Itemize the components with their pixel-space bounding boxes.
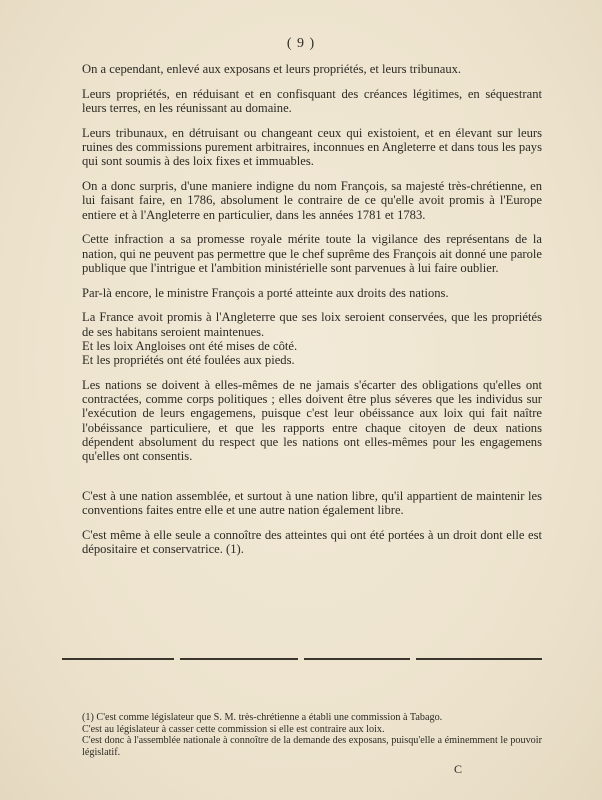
paragraph-2: Leurs propriétés, en réduisant et en confisquant des créances légitimes, en séquestrant leurs terres, en les réunissant au domaine.	[82, 86, 542, 115]
footnote-2: C'est au législateur à casser cette commission si elle est contraire aux loix.	[82, 723, 385, 735]
paragraph-4: On a donc surpris, d'une maniere indigne du nom François, sa majesté très-chrétienne, en lui faisant faire, en 1786, absolument le contraire de ce qu'elle avoit promis à l'Europe entiere et à l'Angleterre en particulier, dans les années 1781 et 1783.	[82, 178, 542, 222]
paragraph-12: C'est même à elle seule a connoître des atteintes qui ont été portées à un droit dont elle est dépositaire et conservatrice. (1).	[82, 527, 542, 556]
paragraph-9: Et les propriétés ont été foulées aux pieds.	[82, 353, 295, 368]
separator-rule-segment	[304, 658, 410, 660]
paragraph-8: Et les loix Angloises ont été mises de côté.	[82, 338, 298, 353]
separator-rule-segment	[416, 658, 542, 660]
page-number: ( 9 )	[286, 36, 316, 51]
footnote-separator	[62, 658, 542, 661]
paragraph-11: C'est à une nation assemblée, et surtout à une nation libre, qu'il appartient de maintenir les conventions faites entre elle et une autre nation également libre.	[82, 488, 542, 517]
separator-rule-segment	[62, 658, 174, 660]
separator-rule-segment	[180, 658, 298, 660]
paragraph-5: Cette infraction a sa promesse royale mérite toute la vigilance des représentans de la nation, qui ne peuvent pas permettre que le chef suprême des François ait donné une parole publique que l'intrigue et l'ambition ministérielle sont parvenues à lui faire oublier.	[82, 232, 542, 275]
paragraph-1: On a cependant, enlevé aux exposans et leurs propriétés, et leurs tribunaux.	[82, 62, 462, 76]
signature-mark: C	[454, 762, 464, 776]
paragraph-7: La France avoit promis à l'Angleterre que ses loix seroient conservées, que les propriétés de ses habitans seroient maintenues.	[82, 310, 542, 339]
main-text	[82, 62, 542, 567]
footnotes	[82, 712, 542, 758]
paragraph-3: Leurs tribunaux, en détruisant ou changeant ceux qui existoient, et en élevant sur leurs ruines des commissions purement arbitraires, inconnues en Angleterre et dans tous les pays qui sont soumis à des loix fixes et immuables.	[82, 125, 542, 169]
footnote-1: (1) C'est comme législateur que S. M. très-chrétienne a établi une commission à Tabago.	[82, 712, 443, 723]
paragraph-10: Les nations se doivent à elles-mêmes de ne jamais s'écarter des obligations qu'elles ont contractées, comme corps politiques ; elles doivent être plus séveres que les individus sur l'exécution de leurs engagemens, puisque c'est leur obéissance aux loix qui fait naître l'obéissance particuliere, et que les rapports entre chaque citoyen de deux nations dépendent absolument du respect que les nations ont elles-mêmes pour les engagemens qu'elles ont consentis.	[82, 377, 542, 464]
paragraph-6: Par-là encore, le ministre François a porté atteinte aux droits des nations.	[82, 285, 449, 300]
footnote-3: C'est donc à l'assemblée nationale à connoître de la demande des exposans, puisqu'elle a éminemment le pouvoir législatif.	[82, 735, 542, 758]
